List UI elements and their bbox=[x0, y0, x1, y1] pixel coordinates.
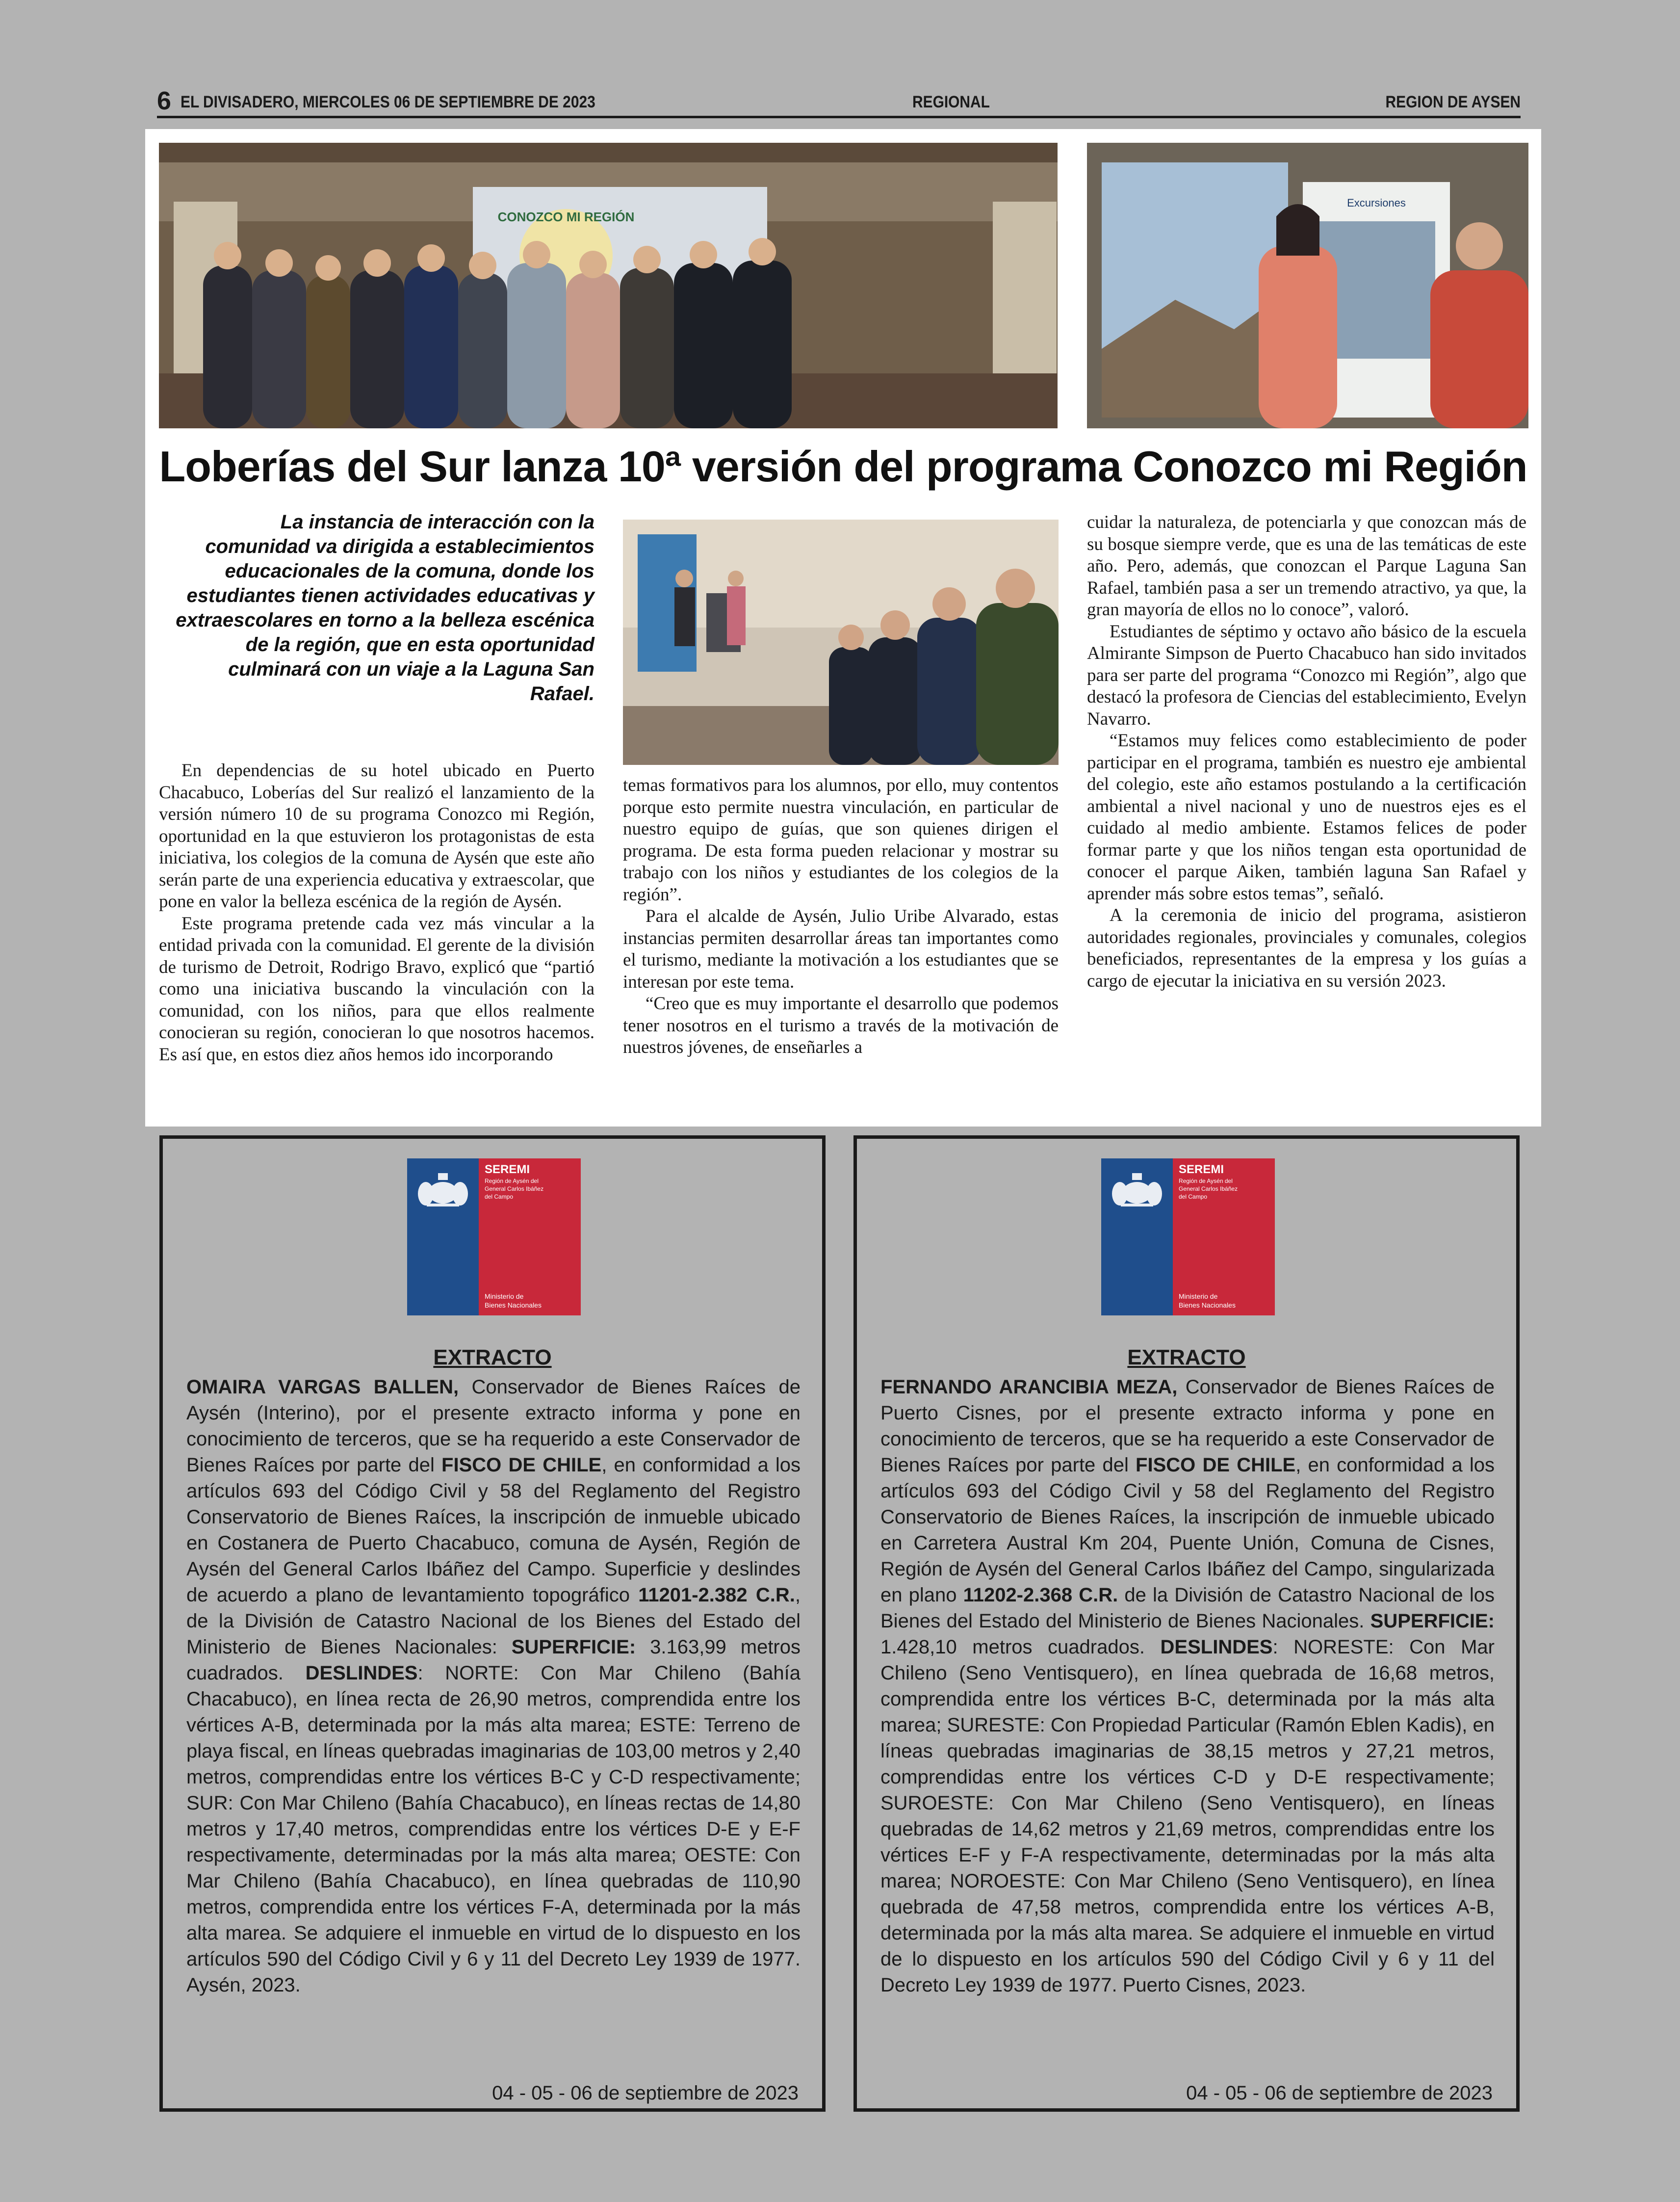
logo-line-1: Región de Aysén del bbox=[1179, 1178, 1233, 1184]
notice-text: 3.163,99 metros cuadrados. bbox=[186, 1636, 801, 1684]
notice-text: , de la División de Catastro Nacional de los Bienes del Estado del Ministerio de Bienes Nacionales: bbox=[186, 1584, 801, 1658]
article-lead: La instancia de interacción con la comunidad va dirigida a establecimientos educacionales de la comuna, donde los estudiantes tienen actividades educativas y extraescolares en torno a la belleza escénica de la región, que en esta oportunidad culminará con un viaje a la Laguna San Rafael. bbox=[176, 511, 594, 705]
seremi-logo bbox=[1101, 1158, 1275, 1315]
notice-title: EXTRACTO bbox=[1127, 1345, 1246, 1369]
notice-body bbox=[186, 1374, 801, 1998]
group-photo bbox=[159, 143, 1058, 428]
notice-bold: DESLINDES bbox=[1160, 1636, 1273, 1658]
logo-line-3: del Campo bbox=[1179, 1193, 1208, 1200]
paragraph: temas formativos para los alumnos, por ello, muy contentos porque esto permite nuestra vinculación, en particular de nuestro equipo de guías, que son quienes dirigen el programa. De esta forma pueden relacionar y mostrar su trabajo con los niños y estudiantes de los colegios de la región”. bbox=[623, 775, 1059, 905]
logo-line-2: General Carlos Ibáñez bbox=[485, 1185, 544, 1192]
article bbox=[145, 129, 1541, 1127]
notice-name: FERNANDO ARANCIBIA MEZA, bbox=[880, 1376, 1178, 1398]
notice-bold: 11202-2.368 C.R. bbox=[963, 1584, 1118, 1606]
notice-bold: SUPERFICIE: bbox=[1370, 1610, 1495, 1632]
speaker-photo bbox=[1087, 143, 1528, 428]
notice-text: , en conformidad a los artículos 693 del Código Civil y 58 del Reglamento del Registro Conservatorio de Bienes Raíces, la inscripción de inmueble ubicado en Costanera de Puerto Chacabuco, comuna de Aysén, Región de Aysén del General Carlos Ibáñez del Campo. Superficie y deslindes de acuerdo a plano de levantamiento topográfico bbox=[186, 1454, 801, 1606]
logo-title: SEREMI bbox=[485, 1163, 530, 1176]
logo-ministry-1: Ministerio de bbox=[1179, 1292, 1218, 1300]
screen-text: CONOZCO MI REGIÓN bbox=[497, 210, 635, 224]
notice-bold: DESLINDES bbox=[305, 1662, 418, 1684]
page-number: 6 bbox=[157, 87, 171, 115]
notice-text: Conservador de Bienes Raíces de Puerto Cisnes, por el presente extracto informa y pone en conocimiento de terceros, que se ha requerido a este Conservador de Bienes Raíces por parte del bbox=[880, 1376, 1495, 1476]
paragraph: En dependencias de su hotel ubicado en Puerto Chacabuco, Loberías del Sur realizó el lanzamiento de la versión número 10 de su programa Conozco mi Región, oportunidad en la que estuvieron los protagonistas de esta iniciativa, los colegios de la comuna de Aysén que este año serán parte de una experiencia educativa y extraescolar, que pone en valor la belleza escénica de la región de Aysén. bbox=[159, 760, 594, 912]
seremi-logo bbox=[407, 1158, 581, 1315]
article-column-3 bbox=[1087, 512, 1526, 992]
notice-title: EXTRACTO bbox=[433, 1345, 552, 1369]
banner-text: Excursiones bbox=[1347, 197, 1406, 209]
legal-notice-1 bbox=[159, 1135, 826, 2112]
notice-name: OMAIRA VARGAS BALLEN, bbox=[186, 1376, 459, 1398]
notice-bold: FISCO DE CHILE bbox=[1136, 1454, 1296, 1476]
legal-notice-2 bbox=[853, 1135, 1520, 2112]
logo-line-2: General Carlos Ibáñez bbox=[1179, 1185, 1238, 1192]
section-label: REGIONAL bbox=[912, 93, 990, 111]
logo-line-1: Región de Aysén del bbox=[485, 1178, 539, 1184]
notice-text: : NORTE: Con Mar Chileno (Bahía Chacabuco), en línea recta de 26,90 metros, comprendida entre los vértices A-B, determinada por la más alta marea; ESTE: Terreno de playa fiscal, en líneas quebradas imaginarias de 103,00 metros y 2,40 metros, comprendidas entre los vértices B-C y C-D respectivamente; SUR: Con Mar Chileno (Bahía Chacabuco), en líneas rectas de 14,80 metros y 17,40 metros, comprendidas entre los vértices D-E y E-F respectivamente, determinadas por la más alta marea; OESTE: Con Mar Chileno (Bahía Chacabuco), en línea quebradas de 110,90 metros, comprendida entre los vértices F-A, determinada por la más alta marea. Se adquiere el inmueble en virtud de lo dispuesto en los artículos 590 del Código Civil y 6 y 11 del Decreto Ley 1939 de 1977. Aysén, 2023. bbox=[186, 1662, 801, 1996]
paragraph: cuidar la naturaleza, de potenciarla y que conozcan más de su bosque siempre verde, que es una de las temáticas de este año. Pero, además, que conozcan el Parque Laguna San Rafael, también pasa a ser un tremendo atractivo, ya que, la gran mayoría de ellos no lo conoce”, valoró. bbox=[1087, 512, 1526, 620]
notice-body bbox=[880, 1374, 1495, 1998]
page-header bbox=[157, 87, 1521, 118]
notice-bold: FISCO DE CHILE bbox=[441, 1454, 602, 1476]
audience-photo bbox=[623, 520, 1059, 765]
logo-ministry-2: Bienes Nacionales bbox=[1179, 1301, 1236, 1309]
logo-ministry-1: Ministerio de bbox=[485, 1292, 524, 1300]
article-column-1 bbox=[159, 760, 594, 1066]
notice-bold: 11201-2.382 C.R. bbox=[638, 1584, 795, 1606]
notice-text: 1.428,10 metros cuadrados. bbox=[880, 1636, 1161, 1658]
logo-ministry-2: Bienes Nacionales bbox=[485, 1301, 542, 1309]
notice-text: : NORESTE: Con Mar Chileno (Seno Ventisquero), en línea quebrada de 16,68 metros, comprendida entre los vértices B-C, determinada por la más alta marea; SURESTE: Con Propiedad Particular (Ramón Eblen Kadis), en líneas quebradas imaginarias de 38,15 metros y 27,21 metros, comprendidas entre los vértices C-D y D-E respectivamente; SUROESTE: Con Mar Chileno (Seno Ventisquero), en líneas quebradas de 14,62 metros y 21,69 metros, comprendidas entre los vértices E-F y F-A respectivamente, determinadas por la más alta marea; NOROESTE: Con Mar Chileno (Seno Ventisquero), en línea quebrada de 47,58 metros, comprendida entre los vértices A-B, determinada por la más alta marea. Se adquiere el inmueble en virtud de lo dispuesto en los artículos 590 del Código Civil y 6 y 11 del Decreto Ley 1939 de 1977. Puerto Cisnes, 2023. bbox=[880, 1636, 1495, 1996]
article-headline: Loberías del Sur lanza 10ª versión del programa Conozco mi Región bbox=[159, 442, 1527, 491]
logo-line-3: del Campo bbox=[485, 1193, 514, 1200]
publication-date: EL DIVISADERO, MIERCOLES 06 DE SEPTIEMBRE DE 2023 bbox=[181, 93, 595, 111]
notice-text: , en conformidad a los artículos 693 del Código Civil y 58 del Reglamento del Registro Conservatorio de Bienes Raíces, la inscripción de inmueble ubicado en Carretera Austral Km 204, Puente Unión, Comuna de Cisnes, Región de Aysén del General Carlos Ibáñez del Campo, singularizada en plano bbox=[880, 1454, 1495, 1606]
paragraph: Estudiantes de séptimo y octavo año básico de la escuela Almirante Simpson de Puerto Chacabuco han sido invitados para ser parte del programa “Conozco mi Región”, algo que destacó la profesora de Ciencias del establecimiento, Evelyn Navarro. bbox=[1087, 621, 1526, 729]
article-column-2 bbox=[623, 775, 1059, 1059]
notice-dates: 04 - 05 - 06 de septiembre de 2023 bbox=[492, 2082, 799, 2104]
paragraph: Para el alcalde de Aysén, Julio Uribe Alvarado, estas instancias permiten desarrollar áreas tan importantes como el turismo, mediante la motivación a los estudiantes que se interesan por este tema. bbox=[623, 906, 1059, 992]
paragraph: Este programa pretende cada vez más vincular a la entidad privada con la comunidad. El gerente de la división de turismo de Detroit, Rodrigo Bravo, explicó que “partió como una iniciativa buscando la vinculación con la comunidad, con los niños, para que ellos realmente conocieran su región, conocieran lo que nosotros hacemos. Es así que, en estos diez años hemos ido incorporando bbox=[159, 913, 594, 1065]
paragraph: “Estamos muy felices como establecimiento de poder participar en el programa, también es nuestro eje ambiental del colegio, este año estamos postulando a la certificación ambiental a nivel nacional y uno de nuestros ejes es el cuidado al medio ambiente. Estamos felices de poder formar parte y que los niños tengan esta oportunidad de conocer el parque Aiken, también laguna San Rafael y aprender más sobre estos temas”, señaló. bbox=[1087, 731, 1526, 904]
notice-text: Conservador de Bienes Raíces de Aysén (Interino), por el presente extracto informa y pone en conocimiento de terceros, que se ha requerido a este Conservador de Bienes Raíces por parte del bbox=[186, 1376, 801, 1476]
notice-dates: 04 - 05 - 06 de septiembre de 2023 bbox=[1186, 2082, 1493, 2104]
region-label: REGION DE AYSEN bbox=[1385, 93, 1521, 111]
notice-bold: SUPERFICIE: bbox=[511, 1636, 636, 1658]
logo-title: SEREMI bbox=[1179, 1163, 1224, 1176]
paragraph: “Creo que es muy importante el desarrollo que podemos tener nosotros en el turismo a través de la motivación de nuestros jóvenes, de enseñarles a bbox=[623, 994, 1059, 1057]
paragraph: A la ceremonia de inicio del programa, asistieron autoridades regionales, provinciales y comunales, colegios beneficiados, representantes de la empresa y los guías a cargo de ejecutar la iniciativa en su versión 2023. bbox=[1087, 905, 1526, 991]
notice-text: de la División de Catastro Nacional de los Bienes del Estado del Ministerio de Bienes Nacionales. bbox=[880, 1584, 1495, 1632]
